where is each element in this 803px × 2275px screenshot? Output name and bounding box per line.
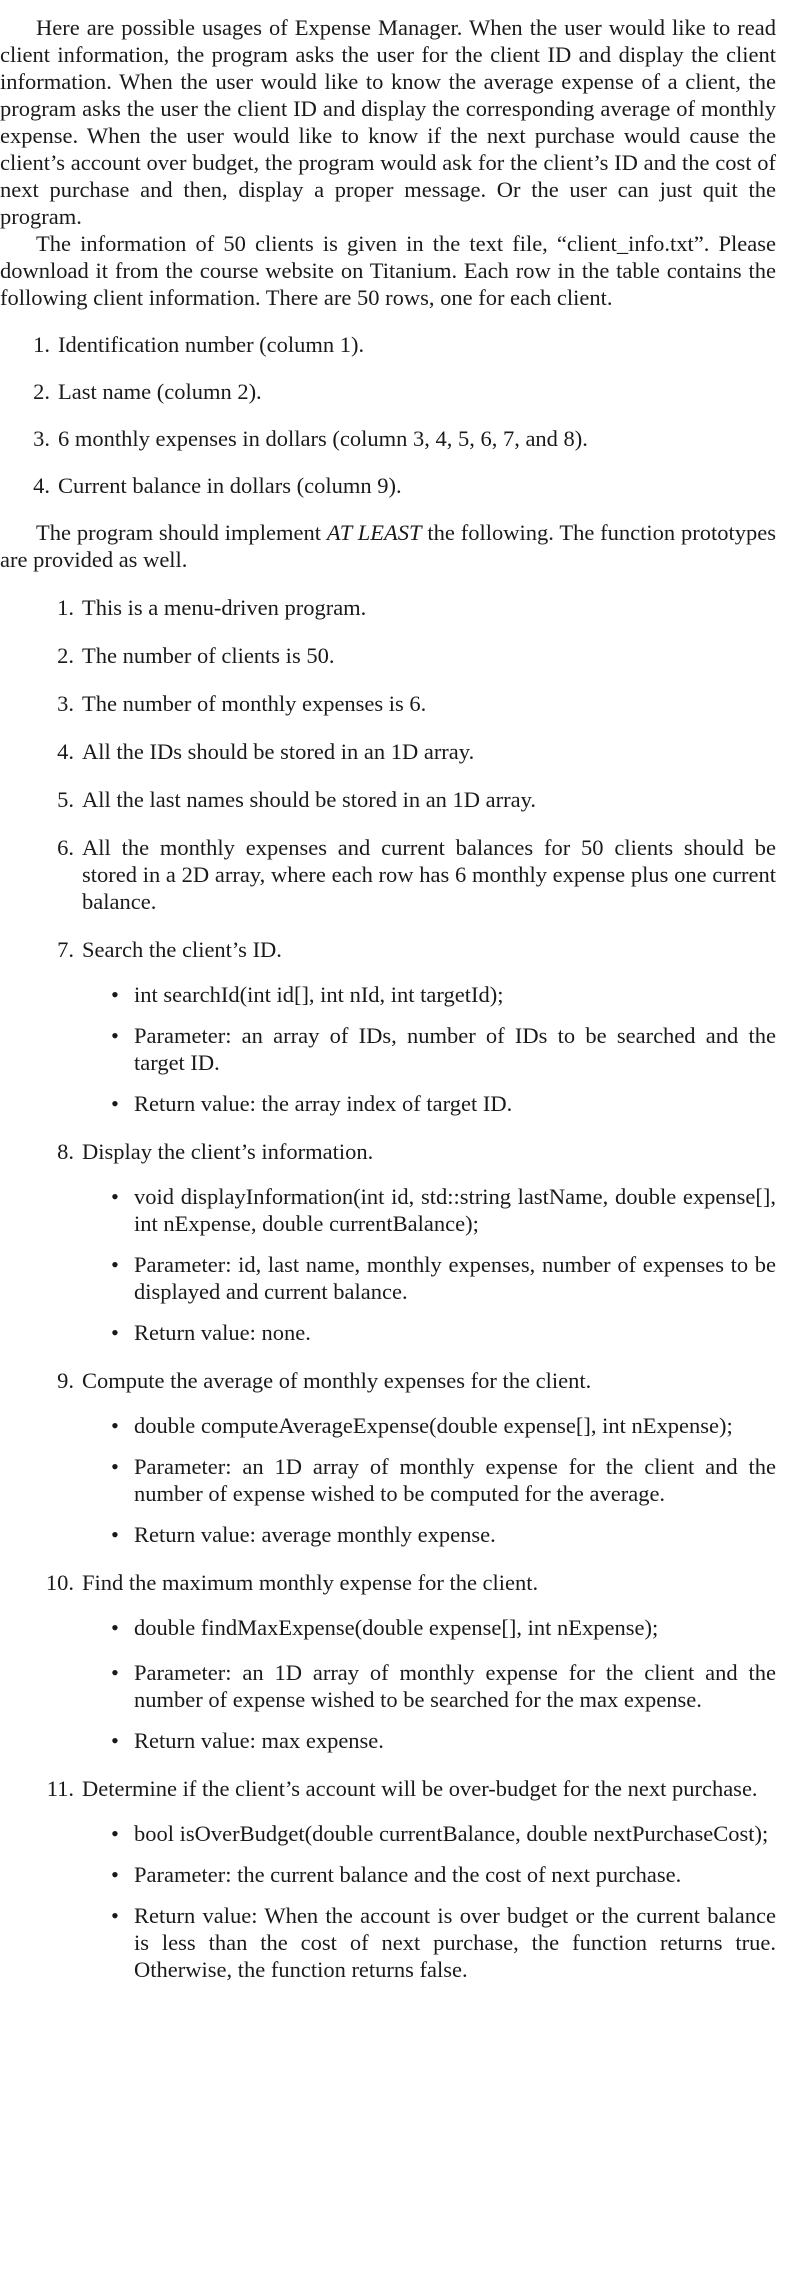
requirements-intro: The program should implement AT LEAST the following. The function prototypes are provided as well. (0, 520, 777, 572)
bullet-icon: • (111, 1184, 119, 1209)
bullet-icon: • (111, 1903, 119, 1928)
list-item: 2. The number of clients is 50. (57, 643, 335, 668)
bullet-item: • Parameter: id, last name, monthly expenses, number of expenses to be displayed and current balance. (111, 1252, 776, 1304)
info-paragraph: The information of 50 clients is given in the text file, “client_info.txt”. Please download it from the course website on Titanium. Each row in the table contains the following client information. There are 50 rows, one for each client. (0, 231, 776, 310)
bullet-item: • double findMaxExpense(double expense[], int nExpense); (111, 1615, 659, 1640)
bullet-icon: • (111, 1728, 119, 1753)
bullet-icon: • (111, 1660, 119, 1685)
bullet-item: • void displayInformation(int id, std::string lastName, double expense[], int nExpense, double currentBalance); (111, 1184, 776, 1236)
bullet-list (82, 1412, 776, 1548)
bullet-icon: • (111, 1454, 119, 1479)
bullet-item: • Parameter: an array of IDs, number of IDs to be searched and the target ID. (111, 1023, 776, 1075)
list-item: 3. The number of monthly expenses is 6. (57, 691, 427, 716)
bullet-list (82, 1820, 776, 1983)
list-item: 4. All the IDs should be stored in an 1D array. (57, 739, 475, 764)
emphasis-text: AT LEAST (326, 520, 422, 545)
list-item: 7. Search the client’s ID. • int searchId(int id[], int nId, int targetId); • Parameter: an array of IDs, number of IDs to be searched and the target ID. • Return value: the array index of target ID. (57, 937, 776, 1116)
bullet-item: • Parameter: an 1D array of monthly expense for the client and the number of expense wished to be searched for the max expense. (111, 1660, 776, 1712)
bullet-icon: • (111, 1023, 119, 1048)
list-item: 9. Compute the average of monthly expenses for the client. • double computeAverageExpense(double expense[], int nExpense); • Parameter: an 1D array of monthly expense for the client and the number of expense wished to be computed for the average. • Return value: average monthly expense. (57, 1368, 776, 1547)
bullet-list (82, 1614, 776, 1754)
list-item: 5. All the last names should be stored in an 1D array. (57, 787, 537, 812)
bullet-icon: • (111, 1413, 119, 1438)
bullet-icon: • (111, 1615, 119, 1640)
bullet-icon: • (111, 982, 119, 1007)
list-item: 10. Find the maximum monthly expense for the client. • double findMaxExpense(double expense[], int nExpense); • Parameter: an 1D array of monthly expense for the client and the number of expense wished to be searched for the max expense. • Return value: max expense. (45, 1570, 776, 1753)
bullet-icon: • (111, 1320, 119, 1345)
bullet-icon: • (111, 1091, 119, 1116)
list-item: 2. Last name (column 2). (33, 379, 262, 404)
bullet-item: • Return value: none. (111, 1320, 311, 1345)
bullet-icon: • (111, 1862, 119, 1887)
list-item: 3. 6 monthly expenses in dollars (column 3, 4, 5, 6, 7, and 8). (33, 426, 588, 451)
bullet-icon: • (111, 1252, 119, 1277)
bullet-item: • int searchId(int id[], int nId, int targetId); (111, 982, 504, 1007)
list-item: 1. This is a menu-driven program. (57, 595, 367, 620)
bullet-item: • double computeAverageExpense(double expense[], int nExpense); (111, 1413, 733, 1438)
bullet-list (82, 981, 776, 1117)
list-item: 6. All the monthly expenses and current balances for 50 clients should be stored in a 2D array, where each row has 6 monthly expense plus one current balance. (57, 835, 776, 914)
requirements-list (0, 594, 776, 1983)
bullet-list (82, 1183, 776, 1346)
bullet-item: • Parameter: an 1D array of monthly expense for the client and the number of expense wished to be computed for the average. (111, 1454, 776, 1506)
bullet-item: • Return value: average monthly expense. (111, 1522, 496, 1547)
bullet-item: • bool isOverBudget(double currentBalance, double nextPurchaseCost); (111, 1821, 769, 1846)
list-item: 11. Determine if the client’s account will be over-budget for the next purchase. • bool isOverBudget(double currentBalance, double nextPurchaseCost); • Parameter: the current balance and the cost of next purchase. • Return value: When the account is over budget or the current balance is less than the cost of next purchase, the function returns true. Otherwise, the function returns false. (46, 1776, 776, 1982)
bullet-item: • Return value: the array index of target ID. (111, 1091, 513, 1116)
intro-paragraph: Here are possible usages of Expense Manager. When the user would like to read client information, the program asks the user for the client ID and display the client information. When the user would like to know the average expense of a client, the program asks the user the client ID and display the corresponding average of monthly expense. When the user would like to know if the next purchase would cause the client’s account over budget, the program would ask for the client’s ID and the cost of next purchase and then, display a proper message. Or the user can just quit the program. (0, 15, 776, 229)
bullet-icon: • (111, 1522, 119, 1547)
list-item: 4. Current balance in dollars (column 9). (33, 473, 402, 498)
bullet-item: • Return value: max expense. (111, 1728, 384, 1753)
columns-list (0, 331, 776, 499)
list-item: 8. Display the client’s information. • void displayInformation(int id, std::string lastName, double expense[], int nExpense, double currentBalance); • Parameter: id, last name, monthly expenses, number of expenses to be displayed and current balance. • Return value: none. (57, 1139, 776, 1345)
list-item: 1. Identification number (column 1). (33, 332, 365, 357)
bullet-item: • Return value: When the account is over budget or the current balance is less than the cost of next purchase, the function returns true. Otherwise, the function returns false. (111, 1903, 776, 1982)
bullet-icon: • (111, 1821, 119, 1846)
bullet-item: • Parameter: the current balance and the cost of next purchase. (111, 1862, 682, 1887)
